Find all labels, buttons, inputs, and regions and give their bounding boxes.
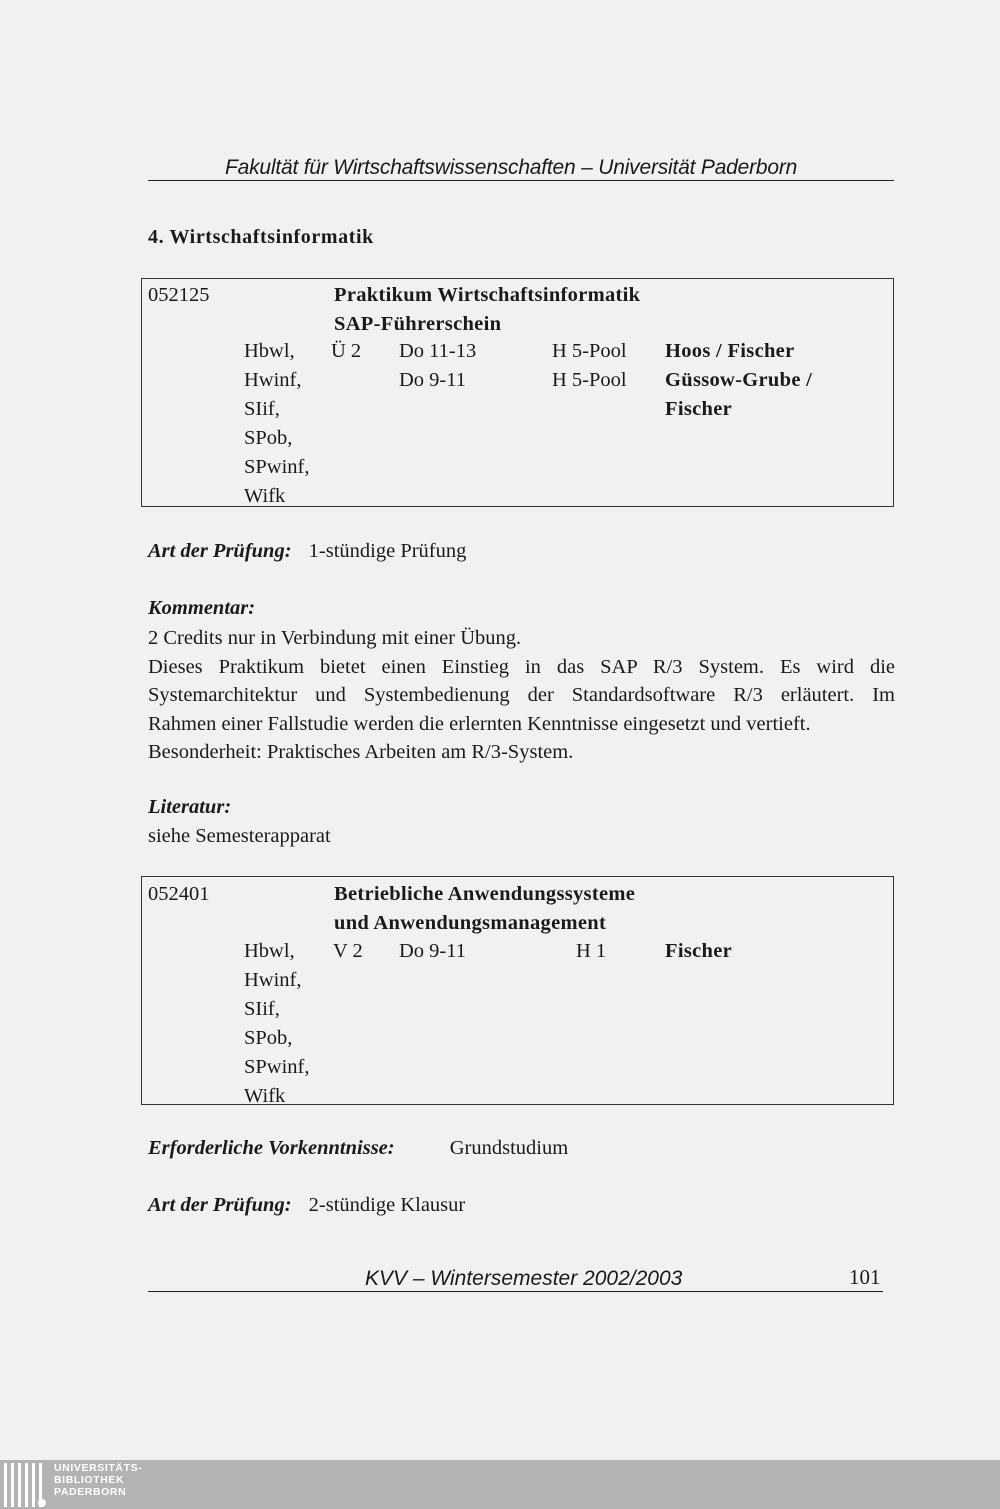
session-room: H 5-Pool	[552, 369, 627, 391]
header-rule	[148, 180, 894, 181]
exam-row	[148, 1194, 465, 1217]
course-programs	[244, 337, 310, 511]
footer-rule	[148, 1291, 883, 1292]
comment-body	[148, 624, 895, 767]
course-type: V 2	[333, 940, 363, 962]
exam-label: Art der Prüfung:	[148, 540, 292, 562]
prerequisites-value: Grundstudium	[449, 1137, 569, 1159]
exam-value: 1-stündige Prüfung	[308, 540, 467, 562]
library-name-line: UNIVERSITÄTS-	[54, 1462, 143, 1474]
literature-value: siehe Semesterapparat	[148, 825, 331, 847]
course-subtitle: SAP-Führerschein	[334, 313, 502, 335]
prerequisites-row	[148, 1137, 568, 1160]
course-number: 052125	[148, 284, 210, 306]
library-dot-icon	[38, 1499, 46, 1507]
comment-label: Kommentar:	[148, 597, 256, 619]
program-item: SPwinf,	[244, 456, 310, 478]
comment-line: Systemarchitektur und Systembedienung der Standardsoftware R/3 erläutert. Im	[148, 684, 895, 706]
program-item: Hwinf,	[244, 969, 302, 991]
program-item: Hwinf,	[244, 369, 302, 391]
library-name-line: PADERBORN	[54, 1486, 127, 1498]
course-title: Betriebliche Anwendungssysteme	[334, 883, 636, 905]
course-type: Ü 2	[331, 340, 362, 362]
comment-line: 2 Credits nur in Verbindung mit einer Übung.	[148, 627, 522, 649]
page-header-title: Fakultät für Wirtschaftswissenschaften – Universität Paderborn	[225, 156, 798, 179]
comment-line: Besonderheit: Praktisches Arbeiten am R/3-System.	[148, 741, 574, 763]
exam-label: Art der Prüfung:	[148, 1194, 292, 1216]
program-item: Hbwl,	[244, 340, 295, 362]
session-lecturer-cont: Fischer	[665, 398, 732, 420]
library-bar	[0, 1460, 1000, 1509]
session-time: Do 9-11	[399, 940, 466, 962]
footer-title: KVV – Wintersemester 2002/2003	[365, 1267, 683, 1290]
library-name-line: BIBLIOTHEK	[54, 1474, 125, 1486]
session-room: H 5-Pool	[552, 340, 627, 362]
comment-line: Rahmen einer Fallstudie werden die erlernten Kenntnisse eingesetzt und vertieft.	[148, 712, 811, 735]
course-subtitle: und Anwendungsmanagement	[334, 912, 607, 934]
course-programs	[244, 937, 310, 1111]
session-lecturer: Güssow-Grube /	[665, 369, 813, 391]
exam-row	[148, 540, 466, 563]
section-heading: 4. Wirtschaftsinformatik	[148, 226, 374, 248]
program-item: Hbwl,	[244, 940, 295, 962]
program-item: SPob,	[244, 1027, 293, 1049]
literature-label: Literatur:	[148, 796, 232, 818]
library-logo-icon	[4, 1463, 42, 1507]
session-room: H 1	[576, 940, 607, 962]
program-item: Wifk	[244, 1085, 286, 1107]
program-item: SIif,	[244, 398, 280, 420]
course-title: Praktikum Wirtschaftsinformatik	[334, 284, 641, 306]
session-time: Do 11-13	[399, 340, 477, 362]
exam-value: 2-stündige Klausur	[308, 1194, 466, 1216]
program-item: Wifk	[244, 485, 286, 507]
program-item: SIif,	[244, 998, 280, 1020]
session-lecturer: Hoos / Fischer	[665, 340, 795, 362]
prerequisites-label: Erforderliche Vorkenntnisse:	[148, 1137, 395, 1159]
page-number: 101	[849, 1265, 881, 1289]
session-lecturer: Fischer	[665, 940, 732, 962]
program-item: SPwinf,	[244, 1056, 310, 1078]
program-item: SPob,	[244, 427, 293, 449]
course-number: 052401	[148, 883, 210, 905]
comment-line: Dieses Praktikum bietet einen Einstieg in das SAP R/3 System. Es wird die	[148, 655, 895, 678]
session-time: Do 9-11	[399, 369, 466, 391]
